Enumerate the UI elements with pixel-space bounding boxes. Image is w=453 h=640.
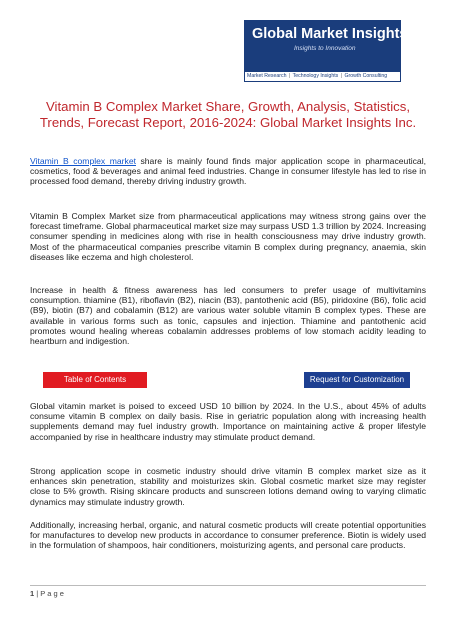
page-number: 1 [30,589,35,598]
service-growth-consulting: Growth Consulting [344,73,388,79]
service-separator: | [288,73,291,79]
paragraph-cosmetic: Strong application scope in cosmetic industry should drive vitamin B complex market size as it enhances skin penetration, stability and moisturizes skin. Global cosmetic market size may register close to 5% growth. Rising skincare products and sunscreen lotions demand owing to varying climatic dynamics may stimulate industry growth. [30,466,426,507]
table-of-contents-button[interactable]: Table of Contents [43,372,147,388]
logo-services-bar [244,72,401,82]
report-title: Vitamin B Complex Market Share, Growth, Analysis, Statistics, Trends, Forecast Report, 2016-2024: Global Market Insights Inc. [39,99,417,130]
page-label: P a g e [40,589,64,598]
footer-divider [30,585,426,586]
logo-banner [244,20,408,72]
paragraph-pharma: Vitamin B Complex Market size from pharmaceutical applications may witness strong gains over the forecast timeframe. Global pharmaceutical market size may surpass USD 1.3 trillion by 2024. Increasing consumer spending in medicines along with rise in health consciousness may drive industry growth. Most of the pharmaceutical companies prescribe vitamin B complex during pregnancy, anaemia, skin diseases like eczema and high cholesterol. [30,211,426,262]
service-technology-insights: Technology Insights [292,73,339,79]
paragraph-fitness: Increase in health & fitness awareness has led consumers to prefer usage of multivitamins consumption. thiamine (B1), riboflavin (B2), niacin (B3), pantothenic acid (B5), piridoxine (B6), folic acid (B9), biotin (B7) and cobalamin (B12) are various water soluble vitamin B complex types. These are available in various forms such as tonic, capsules and injection. Thiamine and pantothenic acid promotes wound healing whereas cobalamin addresses problems of low stomach acidity leading to heartburn and indigestion. [30,285,426,347]
market-link[interactable]: Vitamin B complex market [30,156,136,166]
logo-name: Global Market Insights [252,26,408,42]
page-footer [30,589,64,598]
service-market-research: Market Research [247,73,287,79]
footer-separator: | [34,589,41,598]
service-separator: | [340,73,343,79]
paragraph-herbal: Additionally, increasing herbal, organic, and natural cosmetic products will create potential opportunities for manufactures to develop new products in accordance to consumer preference. Biotin is widely used in the formulation of shampoos, hair conditioners, moisturizing agents, and personal care products. [30,520,426,551]
company-logo [244,20,408,82]
logo-tagline: Insights to Innovation [294,45,356,52]
paragraph-vitamin-market: Global vitamin market is poised to exceed USD 10 billion by 2024. In the U.S., about 45% of adults consume vitamin B complex on daily basis. Rise in geriatric population along with increasing health supplements demand may fuel industry growth. Importance on maintaining active & proper lifestyle accompanied by rise in healthcare industry may stimulate product demand. [30,401,426,442]
paragraph-intro-text: share is mainly found finds major application scope in pharmaceutical, cosmetics, food & beverages and animal feed industries. Change in consumer lifestyle has led to rise in processed food demand, thereby driving industry growth. [30,156,426,187]
request-customization-button[interactable]: Request for Customization [304,372,410,388]
paragraph-intro [30,156,426,187]
